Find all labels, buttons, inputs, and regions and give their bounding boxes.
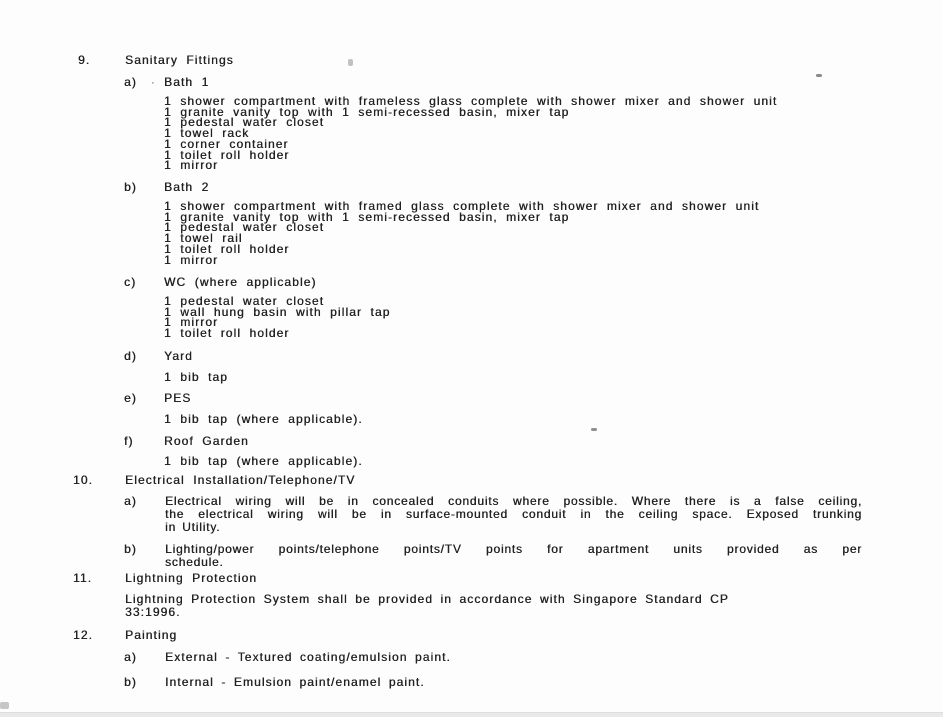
section-number: 9.: [78, 53, 91, 67]
subsection-title: Yard: [164, 349, 193, 363]
paragraph-internal-paint: [165, 676, 862, 689]
paragraph-line: Internal - Emulsion paint/enamel paint.: [165, 675, 425, 689]
list-item: 1 bib tap (where applicable).: [164, 454, 363, 468]
list-item: 1 wall hung basin with pillar tap: [164, 304, 391, 319]
list-item: 1 granite vanity top with 1 semi-recessed basin, mixer tap: [164, 209, 570, 224]
fitting-list-roof-garden: [164, 456, 363, 467]
paragraph-line: External - Textured coating/emulsion paint.: [165, 650, 451, 664]
subsection-letter: b): [124, 675, 137, 689]
list-item: 1 toilet roll holder: [164, 147, 290, 162]
paragraph-lightning-protection: [125, 593, 835, 619]
list-item: 1 toilet roll holder: [164, 241, 290, 256]
section-number: 12.: [73, 628, 93, 642]
subsection-letter: b): [124, 542, 137, 556]
section-title: Electrical Installation/Telephone/TV: [125, 473, 356, 487]
list-item: 1 towel rail: [164, 231, 243, 246]
subsection-letter: e): [124, 391, 137, 405]
list-item: 1 shower compartment with frameless glass complete with shower mixer and shower unit: [164, 94, 778, 108]
section-title: Sanitary Fittings: [125, 53, 234, 67]
section-title: Lightning Protection: [125, 571, 258, 585]
paragraph-electrical-wiring: [165, 495, 862, 534]
list-item: 1 shower compartment with framed glass complete with shower mixer and shower unit: [164, 199, 760, 213]
subsection-title: Bath 1: [164, 75, 210, 89]
list-item: 1 bib tap (where applicable).: [164, 412, 363, 426]
scan-speck: [591, 428, 597, 431]
fitting-list-wc: [164, 296, 390, 339]
list-item: 1 corner container: [164, 136, 289, 151]
fitting-list-pes: [164, 414, 363, 425]
section-number: 11.: [73, 571, 93, 585]
scan-speck: [348, 59, 353, 66]
list-item: 1 bib tap: [164, 370, 228, 384]
section-number: 10.: [73, 473, 93, 487]
scan-speck: [0, 702, 9, 709]
list-item: 1 mirror: [164, 252, 219, 267]
list-item: 1 toilet roll holder: [164, 326, 290, 341]
list-item: 1 mirror: [164, 315, 219, 330]
paragraph-line: the electrical wiring will be in surface-mounted conduit in the ceiling space. Exposed trunking: [165, 507, 862, 521]
list-item: 1 pedestal water closet: [164, 294, 325, 308]
subsection-letter: a): [124, 650, 137, 664]
fitting-list-bath1: [164, 96, 777, 171]
paragraph-lighting-points: [165, 543, 862, 569]
subsection-letter: a): [124, 494, 137, 508]
paragraph-line: Lightning Protection System shall be provided in accordance with Singapore Standard CP: [125, 592, 729, 606]
subsection-title: WC (where applicable): [164, 275, 317, 289]
list-item: 1 pedestal water closet: [164, 220, 325, 235]
fitting-list-bath2: [164, 201, 759, 265]
section-title: Painting: [125, 628, 178, 642]
subsection-title: Bath 2: [164, 180, 210, 194]
subsection-letter: f): [124, 434, 134, 448]
list-item: 1 granite vanity top with 1 semi-recessed basin, mixer tap: [164, 104, 570, 119]
subsection-letter: c): [124, 275, 137, 289]
subsection-letter: b): [124, 180, 137, 194]
scan-dot-mark: ·: [151, 77, 155, 89]
list-item: 1 towel rack: [164, 126, 250, 141]
paragraph-line: Electrical wiring will be in concealed conduits where possible. Where there is a false ceiling,: [165, 494, 862, 508]
fitting-list-yard: [164, 372, 228, 383]
list-item: 1 mirror: [164, 158, 219, 173]
subsection-title: Roof Garden: [164, 434, 249, 448]
list-item: 1 pedestal water closet: [164, 115, 325, 130]
subsection-letter: a): [124, 75, 137, 89]
paragraph-line: 33:1996.: [125, 605, 181, 619]
subsection-letter: d): [124, 349, 137, 363]
scan-edge-bar: [0, 712, 943, 717]
subsection-title: PES: [164, 391, 192, 405]
paragraph-external-paint: [165, 651, 862, 664]
paragraph-line: Lighting/power points/telephone points/TV points for apartment units provided as per: [165, 542, 862, 556]
paragraph-line: schedule.: [165, 555, 224, 569]
paragraph-line: in Utility.: [165, 520, 221, 534]
scan-speck: [816, 74, 822, 77]
